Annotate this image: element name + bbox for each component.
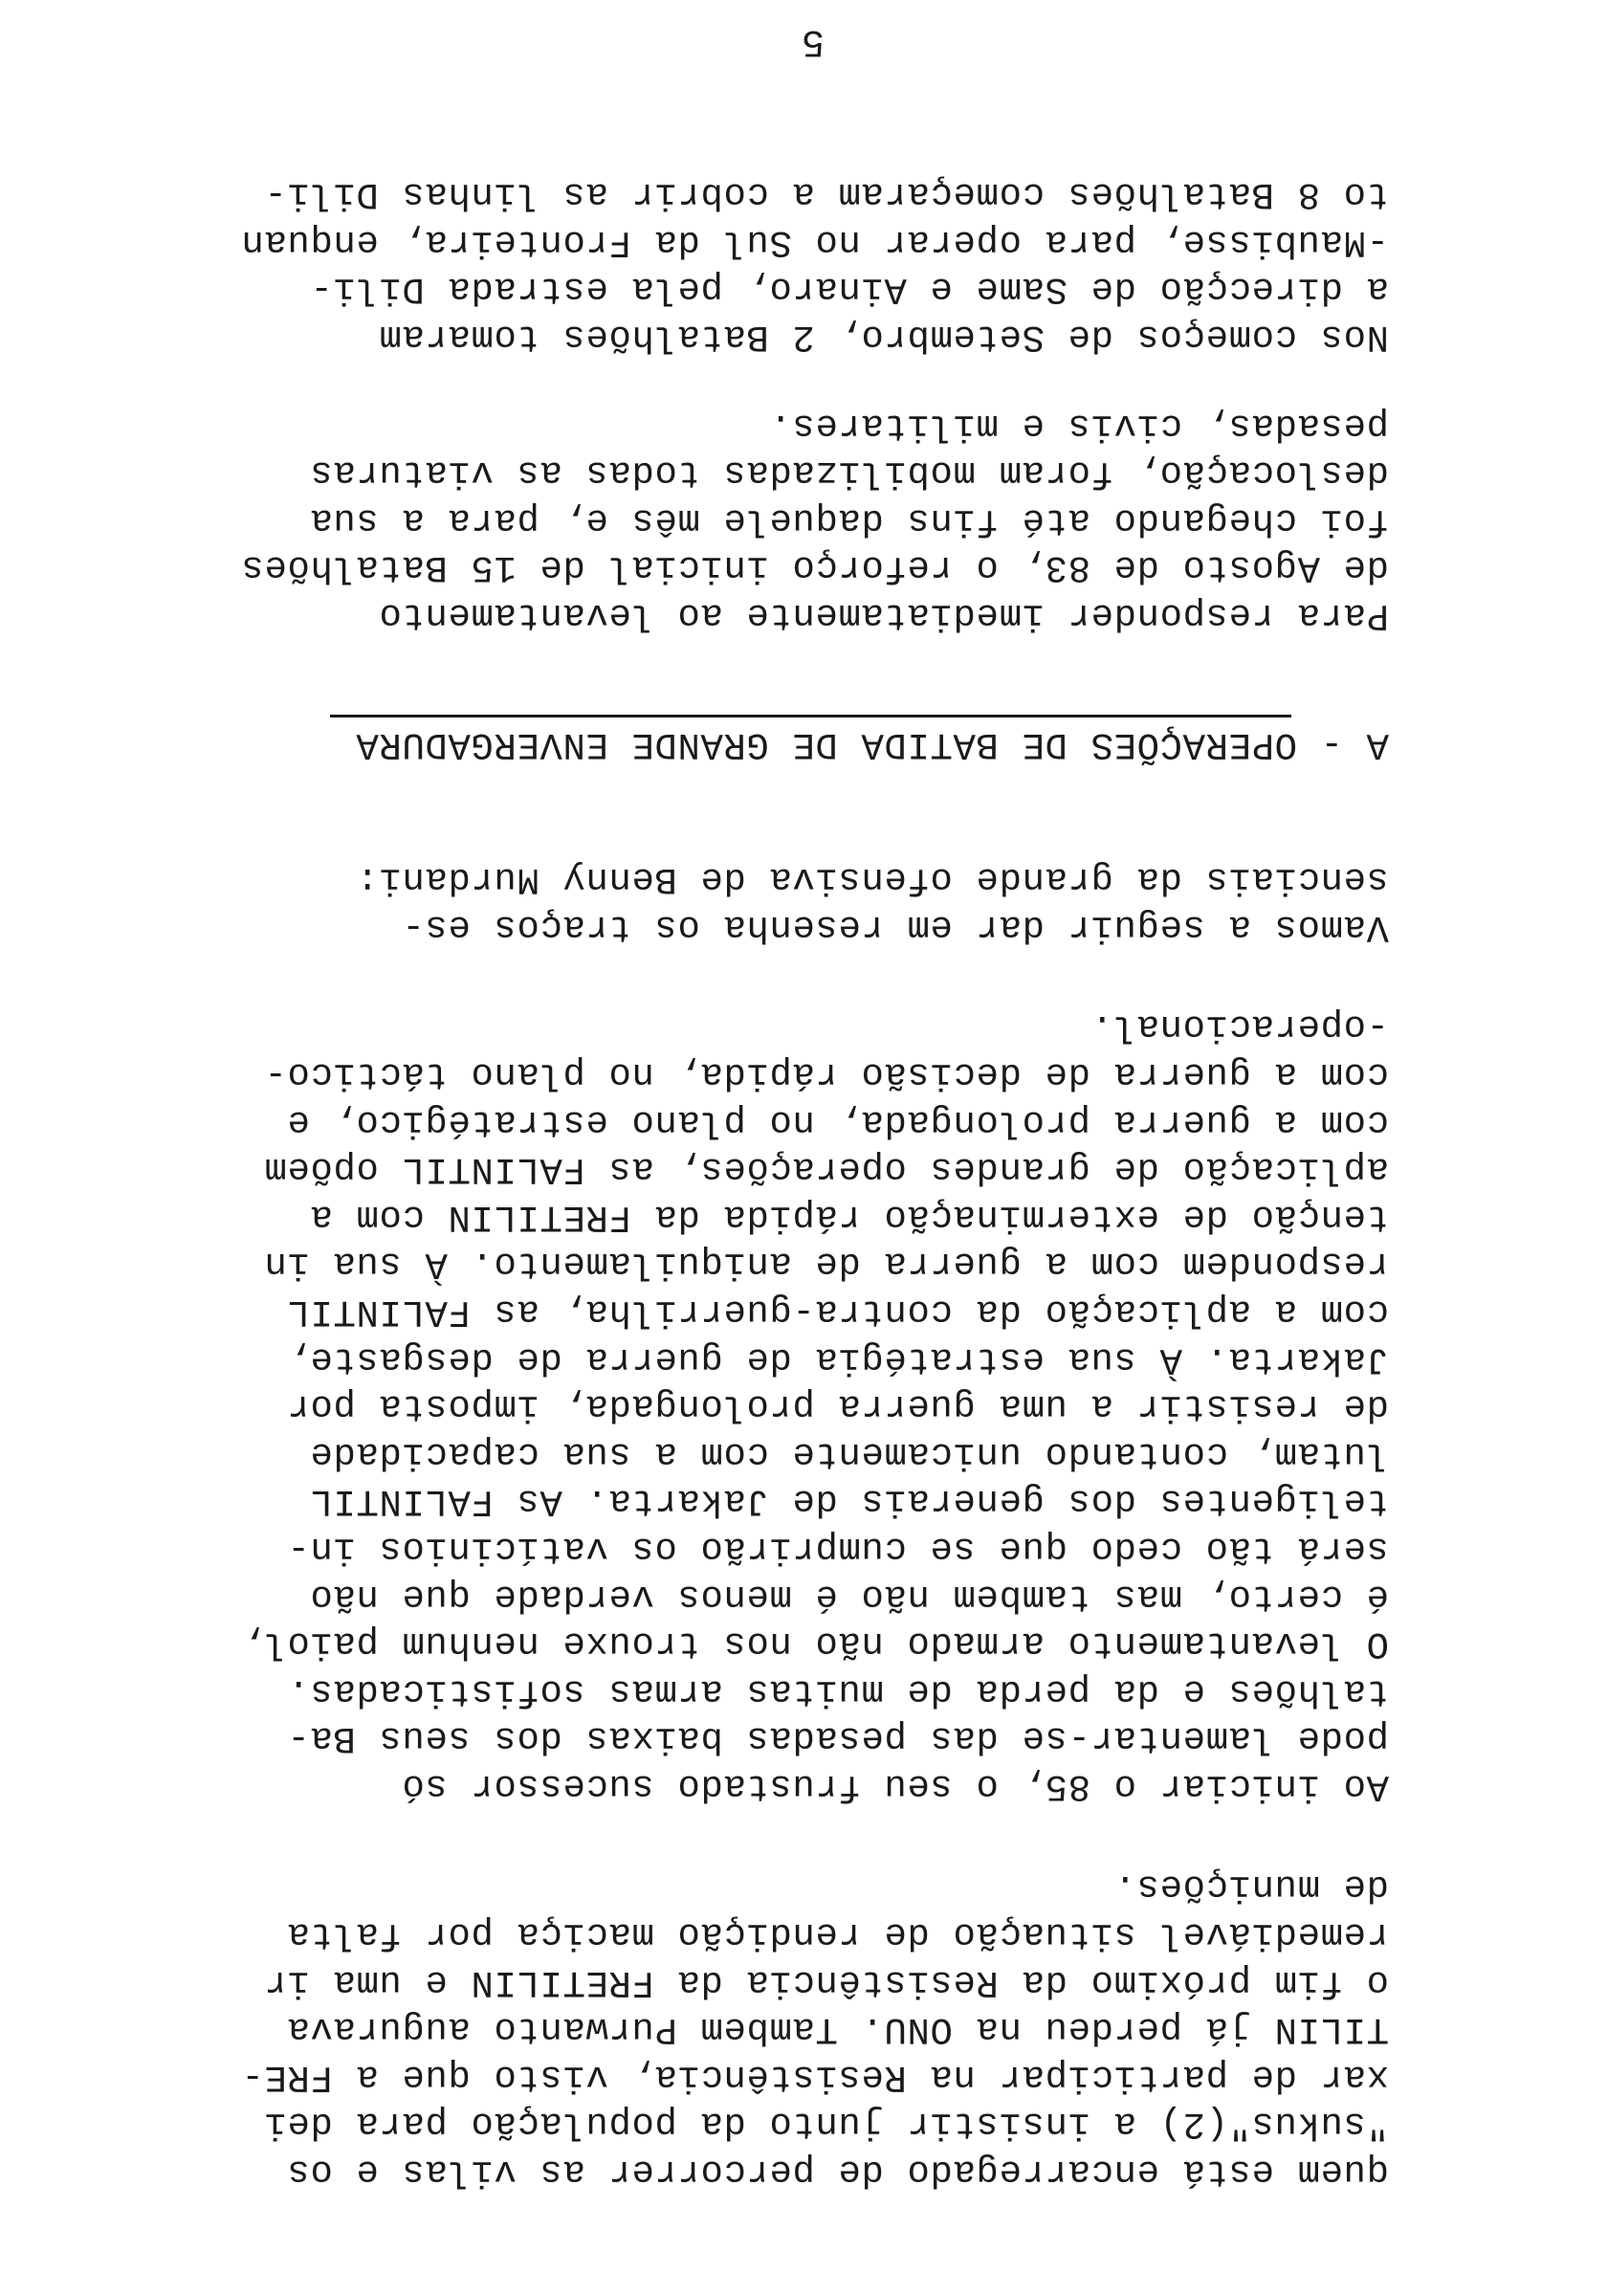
text-line: a direcção de Same e Ainaro, pela estrada Dili-: [309, 268, 1389, 311]
page-number: 5: [801, 19, 825, 62]
text-line: TILIN já perdeu na ONU. Tambem Purwanto augurava: [286, 2008, 1389, 2051]
text-line: Ao iniciar o 85, o seu frustado sucessor só: [401, 1765, 1389, 1807]
text-line: Jakarta. À sua estratégia de guerra de desgaste,: [286, 1337, 1389, 1380]
text-line: -operacional.: [1090, 1005, 1389, 1049]
text-line: teligentes dos generais de Jakarta. As FALINTIL: [309, 1480, 1389, 1523]
paragraph-5: [210, 170, 1389, 360]
text-line: com a guerra de decisão rápida, no plano táctico-: [263, 1053, 1389, 1096]
text-line: o fim próximo da Resistência da FRETILIN e uma ir: [263, 1960, 1389, 2003]
text-line: Nos começos de Setembro, 2 Batalhões tomaram: [378, 316, 1389, 358]
text-line: senciais da grande ofensiva de Benny Murdani:: [355, 858, 1389, 901]
text-line: remediável situação de rendição maciça por falta: [286, 1913, 1389, 1956]
text-line: Vamos a seguir dar em resenha os traços es-: [401, 906, 1389, 948]
text-line: de Agosto de 83, o reforço inicial de 15 Batalhões: [240, 546, 1389, 589]
text-line: xar de participar na Resistência, visto que a FRE-: [240, 2055, 1389, 2098]
text-line: com a guerra prolongada, no plano estratégico, e: [286, 1100, 1389, 1143]
text-line: to 8 Batalhões começaram a cobrir as linhas Dili-: [263, 173, 1389, 216]
paragraph-2: [210, 1003, 1389, 1809]
text-line: "sukus"(2) a insistir junto da população para dei: [263, 2103, 1389, 2146]
text-line: de munições.: [1112, 1866, 1389, 1909]
paragraph-1: [210, 1863, 1389, 2195]
text-line: deslocação, foram mobilizadas todas as viaturas: [309, 452, 1389, 495]
paragraph-3: [210, 855, 1389, 950]
text-line: lutam, contando unicamente com a sua capacidade: [309, 1432, 1389, 1475]
text-line: O levantamento armado não nos trouxe nenhum paiol,: [240, 1623, 1389, 1666]
text-line: aplicação de grandes operações, as FALINTIL opõem: [263, 1148, 1389, 1191]
text-line: quem está encarregado de percorrer as vilas e os: [286, 2151, 1389, 2193]
text-line: será tão cedo que se cumprirão os vatícinios in-: [286, 1528, 1389, 1571]
text-line: é certo, mas tambem não é menos verdade que não: [309, 1575, 1389, 1618]
paragraph-4: [210, 401, 1389, 638]
section-heading: A - OPERAÇÕES DE BATIDA DE GRANDE ENVERGADURA: [355, 723, 1389, 765]
text-line: respondem com a guerra de aniquilamento. À sua in: [263, 1243, 1389, 1286]
text-line: -Maubisse, para operar no Sul da Fronteira, enquan: [240, 220, 1389, 263]
heading-underline: [330, 715, 1291, 718]
text-line: de resistir a uma guerra prolongada, imposta por: [286, 1385, 1389, 1428]
text-line: Para responder imediatamente ao levantamento: [378, 594, 1389, 636]
text-line: pode lamentar-se das pesadas baixas dos seus Ba-: [286, 1717, 1389, 1760]
text-line: pesadas, civis e militares.: [768, 404, 1389, 447]
text-line: tenção de exterminação rápida da FRETILIN com a: [309, 1195, 1389, 1238]
text-line: com a aplicação da contra-guerrilha, as FALINTIL: [286, 1291, 1389, 1334]
text-line: talhões e da perda de muitas armas sofisticadas.: [286, 1669, 1389, 1712]
text-line: foi chegando até fins daquele mês e, para a sua: [309, 498, 1389, 541]
